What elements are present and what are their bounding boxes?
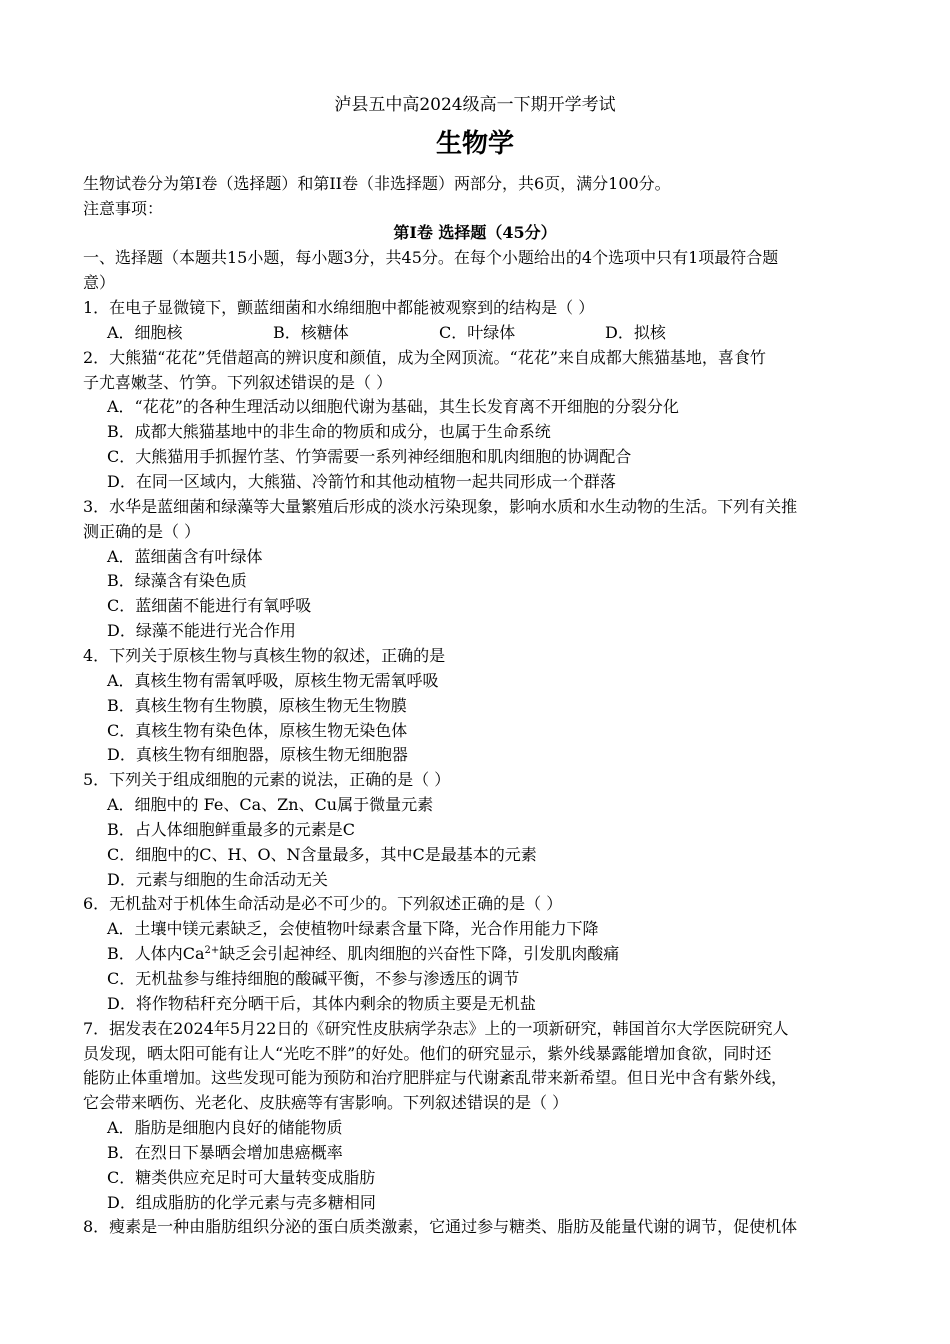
section-instruction: 一、选择题（本题共15小题，每小题3分，共45分。在每个小题给出的4个选项中只有1项最符合题 bbox=[83, 248, 779, 267]
q6-option-b bbox=[107, 943, 619, 965]
subject-title: 生物学 bbox=[435, 129, 514, 159]
q4-option-d: D．真核生物有细胞器，原核生物无细胞器 bbox=[107, 745, 408, 764]
q7-stem-cont-3: 它会带来晒伤、光老化、皮肤癌等有害影响。下列叙述错误的是（ ） bbox=[83, 1093, 569, 1112]
q6-option-c: C．无机盐参与维持细胞的酸碱平衡，不参与渗透压的调节 bbox=[107, 969, 520, 988]
q7-option-c: C．糖类供应充足时可大量转变成脂肪 bbox=[107, 1168, 376, 1187]
q2-option-a: A．“花花”的各种生理活动以细胞代谢为基础，其生长发育离不开细胞的分裂分化 bbox=[107, 397, 679, 416]
q2-option-b: B．成都大熊猫基地中的非生命的物质和成分，也属于生命系统 bbox=[107, 422, 551, 441]
q6-option-d: D．将作物秸秆充分晒干后，其体内剩余的物质主要是无机盐 bbox=[107, 994, 536, 1013]
q5-option-b: B．占人体细胞鲜重最多的元素是C bbox=[107, 820, 356, 839]
q1-stem: 1．在电子显微镜下，颤蓝细菌和水绵细胞中都能被观察到的结构是（ ） bbox=[83, 298, 595, 317]
q1-option-c: C．叶绿体 bbox=[439, 323, 516, 342]
q2-option-d: D．在同一区域内，大熊猫、冷箭竹和其他动植物一起共同形成一个群落 bbox=[107, 472, 616, 491]
q1-options bbox=[107, 322, 771, 344]
q8-stem: 8．瘦素是一种由脂肪组织分泌的蛋白质类激素，它通过参与糖类、脂肪及能量代谢的调节，促使机体 bbox=[83, 1217, 798, 1236]
calcium-charge: 2+ bbox=[204, 945, 220, 956]
q4-stem: 4．下列关于原核生物与真核生物的叙述，正确的是 bbox=[83, 646, 446, 665]
exam-title: 泸县五中高2024级高一下期开学考试 bbox=[334, 95, 616, 115]
q6-option-a: A．土壤中镁元素缺乏，会使植物叶绿素含量下降，光合作用能力下降 bbox=[107, 919, 599, 938]
q5-stem: 5．下列关于组成细胞的元素的说法，正确的是（ ） bbox=[83, 770, 451, 789]
q7-stem-cont-2: 能防止体重增加。这些发现可能为预防和治疗肥胖症与代谢紊乱带来新希望。但日光中含有紫外线， bbox=[83, 1068, 788, 1087]
q7-option-d: D．组成脂肪的化学元素与壳多糖相同 bbox=[107, 1193, 376, 1212]
q7-stem: 7．据发表在2024年5月22日的《研究性皮肤病学杂志》上的一项新研究，韩国首尔大学医院研究人 bbox=[83, 1019, 789, 1038]
q3-option-c: C．蓝细菌不能进行有氧呼吸 bbox=[107, 596, 312, 615]
notice-label: 注意事项： bbox=[83, 199, 164, 218]
section-instruction-cont: 意） bbox=[83, 273, 116, 292]
q1-option-a: A．细胞核 bbox=[107, 323, 183, 342]
q7-stem-cont-1: 员发现，晒太阳可能有让人“光吃不胖”的好处。他们的研究显示，紫外线暴露能增加食欲，同时还 bbox=[83, 1044, 772, 1063]
q3-option-d: D．绿藻不能进行光合作用 bbox=[107, 621, 296, 640]
q4-option-b: B．真核生物有生物膜，原核生物无生物膜 bbox=[107, 696, 407, 715]
q6-option-b-pre: B．人体内Ca bbox=[107, 944, 205, 963]
q4-option-c: C．真核生物有染色体，原核生物无染色体 bbox=[107, 721, 408, 740]
q3-option-b: B．绿藻含有染色质 bbox=[107, 571, 247, 590]
intro-text: 生物试卷分为第I卷（选择题）和第II卷（非选择题）两部分，共6页，满分100分。 bbox=[83, 174, 671, 193]
q3-stem-cont: 测正确的是（ ） bbox=[83, 522, 201, 541]
q1-option-b: B．核糖体 bbox=[273, 323, 349, 342]
q7-option-b: B．在烈日下暴晒会增加患癌概率 bbox=[107, 1143, 343, 1162]
q1-option-d: D．拟核 bbox=[605, 323, 666, 342]
q3-option-a: A．蓝细菌含有叶绿体 bbox=[107, 547, 263, 566]
q5-option-d: D．元素与细胞的生命活动无关 bbox=[107, 870, 328, 889]
q2-stem: 2．大熊猫“花花”凭借超高的辨识度和颜值，成为全网顶流。“花花”来自成都大熊猫基地，喜食竹 bbox=[83, 348, 766, 367]
q2-stem-cont: 子尤喜嫩茎、竹笋。下列叙述错误的是（ ） bbox=[83, 373, 393, 392]
section-title: 第I卷 选择题（45分） bbox=[393, 223, 557, 242]
q2-option-c: C．大熊猫用手抓握竹茎、竹笋需要一系列神经细胞和肌肉细胞的协调配合 bbox=[107, 447, 632, 466]
q7-option-a: A．脂肪是细胞内良好的储能物质 bbox=[107, 1118, 343, 1137]
q5-option-c: C．细胞中的C、H、O、N含量最多，其中C是最基本的元素 bbox=[107, 845, 537, 864]
q3-stem: 3．水华是蓝细菌和绿藻等大量繁殖后形成的淡水污染现象，影响水质和水生动物的生活。下列有关推 bbox=[83, 497, 798, 516]
q6-stem: 6．无机盐对于机体生命活动是必不可少的。下列叙述正确的是（ ） bbox=[83, 894, 563, 913]
q6-option-b-post: 缺乏会引起神经、肌肉细胞的兴奋性下降，引发肌肉酸痛 bbox=[219, 944, 620, 963]
q4-option-a: A．真核生物有需氧呼吸，原核生物无需氧呼吸 bbox=[107, 671, 439, 690]
q5-option-a: A．细胞中的 Fe、Ca、Zn、Cu属于微量元素 bbox=[107, 795, 434, 814]
